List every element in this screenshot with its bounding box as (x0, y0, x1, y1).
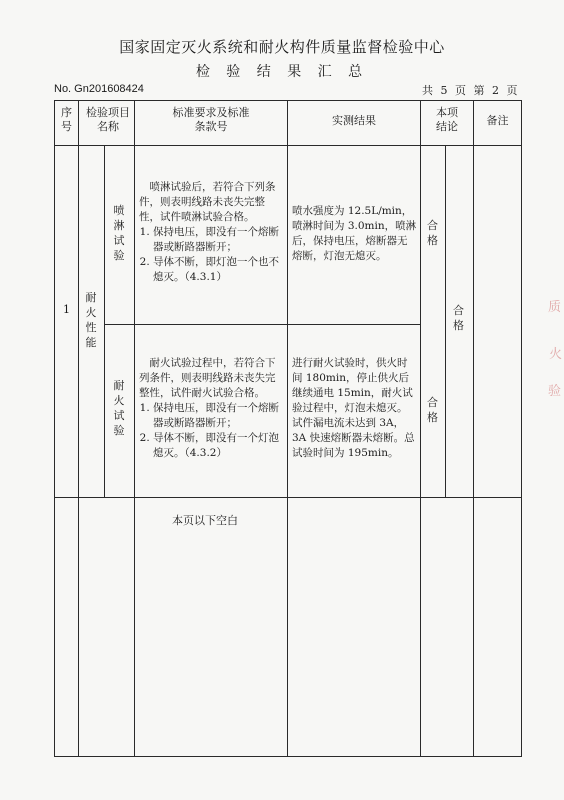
doc-title: 检 验 结 果 汇 总 (195, 64, 369, 80)
row-fire-req-item: 2. 导体不断，即没有一个灯泡熄灭。（4.3.2） (153, 431, 283, 461)
group-name: 耐火性能 (85, 291, 97, 349)
group-seq: 1 (63, 303, 70, 316)
row-fire-req-intro: 耐火试验过程中，若符合下列条件，则表明线路未丧失完整性，试件耐火试验合格。 (139, 357, 276, 399)
row-spray-requirement (139, 180, 283, 285)
row-fire-req-item: 1. 保持电压，即没有一个熔断器或断路器断开； (153, 401, 283, 431)
row-spray-name: 喷淋试验 (113, 204, 125, 262)
col-header-result: 实测结果 (332, 114, 376, 127)
blank-note: 本页以下空白 (172, 514, 238, 527)
org-title: 国家固定灭火系统和耐火构件质量监督检验中心 (119, 38, 445, 56)
row-fire-result: 进行耐火试验时，供火时间 180min，停止供火后继续通电 15min，耐火试验过程中，灯泡未熄灭。试件漏电流未达到 3A，3A 快速熔断器未熔断。总试验时间为 195min。 (292, 357, 415, 459)
group-conclusion: 合格 (453, 304, 464, 332)
col-header-item: 检验项目名称 (86, 106, 130, 133)
row-spray-conclusion: 合格 (427, 219, 438, 247)
row-fire-name: 耐火试验 (113, 379, 125, 437)
col-header-requirement: 标准要求及标准条款号 (172, 106, 250, 133)
row-spray-req-item: 2. 导体不断，即灯泡一个也不熄灭。（4.3.1） (153, 255, 283, 285)
col-header-conclusion: 本项结论 (436, 106, 458, 133)
row-spray-result: 喷水强度为 12.5L/min，喷淋时间为 3.0min，喷淋后，保持电压，熔断器无熔断，灯泡无熄灭。 (292, 205, 417, 262)
page-info: 共 5 页 第 2 页 (422, 84, 518, 97)
row-spray-req-item: 1. 保持电压，即没有一个熔断器或断路器断开； (153, 225, 283, 255)
col-header-remark: 备注 (486, 114, 509, 127)
report-number: No. Gn201608424 (54, 83, 144, 95)
row-spray-req-intro: 喷淋试验后，若符合下列条件，则表明线路未丧失完整性，试件喷淋试验合格。 (139, 181, 276, 223)
row-fire-requirement (139, 356, 283, 461)
col-header-seq: 序号 (61, 106, 72, 133)
row-fire-conclusion: 合格 (427, 396, 438, 424)
